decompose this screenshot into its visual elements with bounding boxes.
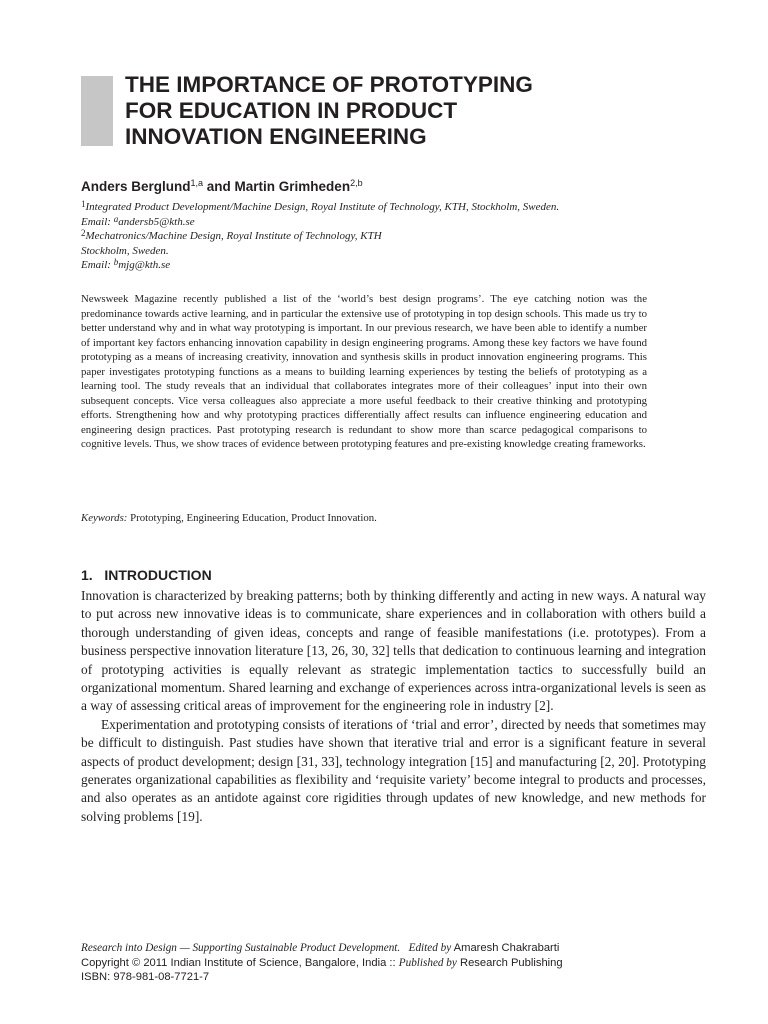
author-affiliation-marker: 2,b [350,178,363,188]
edited-by-label: Edited by [408,942,452,954]
affiliation-number: 2 [81,228,86,238]
email-label: Email: [81,259,114,271]
email-address[interactable]: andersb5@kth.se [118,215,195,228]
affiliation-text: Integrated Product Development/Machine Design, Royal Institute of Technology, KTH, Stockholm, Sweden. [85,201,560,213]
affiliation-2-continued: Stockholm, Sweden. [81,244,169,257]
section-number: 1. [81,567,93,583]
affiliation-2 [81,229,701,244]
body-paragraph: Experimentation and prototyping consists of iterations of ‘trial and error’, directed by needs that sometimes may be difficult to distinguish. Past studies have shown that iterative trial and error is a significant feature in several aspects of product development; design [31, 33], technology integration [15] and manufacturing [2, 20]. Prototyping generates organizational capabilities as flexibility and ‘requisite variety’ become integral to products and processes, and also operates as an antidote against core rigidities through updates of new knowledge, and new methods for solving problems [19]. [81,716,706,824]
title-line: FOR EDUCATION IN PRODUCT [125,98,458,123]
editor-name: Amaresh Chakrabarti [451,942,560,954]
keywords [81,511,377,525]
author-joiner: and [203,179,235,194]
title-line: THE IMPORTANCE OF PROTOTYPING [125,72,533,97]
introduction-body [81,587,706,826]
keywords-text: Prototyping, Engineering Education, Product Innovation. [127,512,377,524]
email-marker: b [113,257,119,267]
title-line: INNOVATION ENGINEERING [125,124,427,149]
abstract: Newsweek Magazine recently published a list of the ‘world’s best design programs’. The eye catching notion was the predominance towards active learning, and in particular the extensive use of prototyping in top design schools. This made us try to better understand why and in what way prototyping is important. In our previous research, we have been able to identify a number of important key factors enhancing innovation capability in design engineering programs. Among these key factors we have found prototyping as a means of increasing creativity, innovation and synthesis skills in product innovation engineering programs. This paper investigates prototyping functions as a means to building learning experiences by testing the beliefs of prototyping as a learning tool. The study reveals that an individual that collaborates integrates more of their colleagues’ input into their own subsequent concepts. Vice versa colleagues also appreciate a more useful feedback to their creative thinking and prototyping efforts. Strengthening how and why prototyping practices differentially affect results can influence engineering education and engineering design practices. Past prototyping research is redundant to show more than scarce pedagogical comparisons to cognitive levels. Thus, we show traces of evidence between prototyping features and pre-existing knowledge creating frameworks. [81,293,647,450]
series-title: Research into Design — Supporting Sustainable Product Development [81,942,398,954]
footer-copyright-line [81,956,701,971]
affiliation-text: Mechatronics/Machine Design, Royal Institute of Technology, KTH [85,230,382,242]
email-marker: a [113,213,119,224]
series-period: . [397,942,401,954]
author-name: Martin Grimheden [234,179,351,194]
copyright-text: Copyright © 2011 Indian Institute of Science, Bangalore, India :: [81,956,399,969]
keywords-label: Keywords: [81,512,128,524]
affiliation-1 [81,200,701,215]
affiliations [81,200,701,273]
affiliation-number: 1 [81,199,86,209]
isbn: ISBN: 978-981-08-7721-7 [81,971,210,984]
title-accent-bar [81,76,113,146]
page-footer [81,941,701,985]
footer-series-line [81,941,701,956]
author-name: Anders Berglund [81,179,191,194]
email-label: Email: [81,215,114,228]
email-line-1 [81,215,701,230]
section-heading [81,566,212,584]
author-affiliation-marker: 1,a [190,178,204,188]
email-line-2 [81,258,701,273]
email-address[interactable]: mjg@kth.se [118,259,171,271]
body-paragraph: Innovation is characterized by breaking patterns; both by thinking differently and acting in new ways. A natural way to put across new innovative ideas is to communicate, share experiences and in collaboration with others build a thorough understanding of given ideas, concepts and range of feasible manifestations (i.e. prototypes). From a business perspective innovation literature [13, 26, 30, 32] tells that dedication to continuous learning and integration of prototyping activities is equally relevant as strategic implementation tactics to successfully build an organizational momentum. Shared learning and exchange of experiences across intra-organizational levels is seen as a way of assessing critical areas of improvement for the engineering role in industry [2]. [81,588,706,714]
published-by-label: Published by [398,956,457,969]
publisher-name: Research Publishing [456,956,563,969]
author-list [81,178,363,196]
section-title: INTRODUCTION [104,567,212,583]
paper-title [125,72,685,150]
